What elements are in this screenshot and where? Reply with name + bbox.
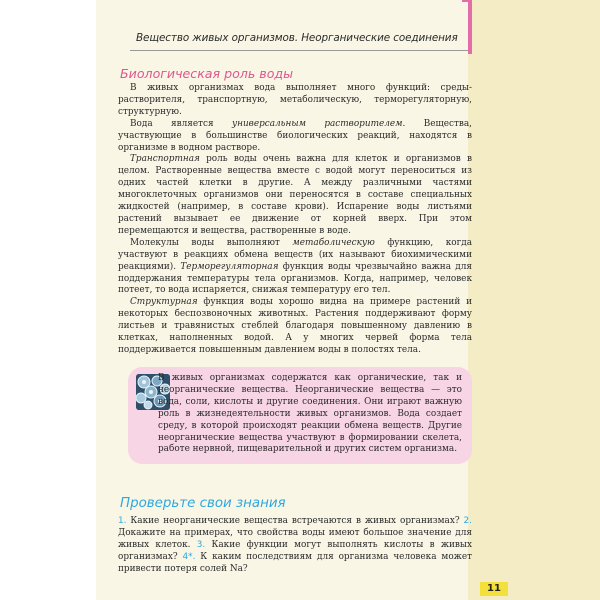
check-title: Проверьте свои знания — [120, 496, 286, 511]
section-body — [118, 83, 472, 357]
question-number: 3. — [196, 539, 206, 550]
paragraph: Вода является универсальным растворителем. Вещества, участвующие в большинстве биологических реакций, находятся в организме в водном растворе. — [118, 118, 472, 153]
question-number: 1. — [118, 516, 127, 526]
header-accent-tick — [462, 0, 472, 2]
header-accent-bar — [468, 0, 472, 54]
page-margin-strip — [468, 0, 600, 600]
running-header: Вещество живых организмов. Неорганические соединения — [136, 32, 458, 44]
question-number: 2. — [463, 516, 472, 526]
question-text: К каким последствиям для организма человека может привести потеря солей Na? — [118, 551, 472, 574]
paragraph: Транспортная роль воды очень важна для клеток и организмов в целом. Растворенные вещества вместе с водой могут переноситься из одних частей клетки в другие. А между различными частями многоклеточных организмов они переносятся в составе специальных жидкостей (например, в составе крови). Испарение воды листьями растений вызывает ее движение от корней вверх. При этом перемещаются и вещества, растворенные в воде. — [118, 154, 472, 236]
paragraph: В живых организмах вода выполняет много функций: среды-растворителя, транспортную, метаболическую, терморегуляторную, структурную. — [118, 83, 472, 117]
paragraph: Структурная функция воды хорошо видна на примере растений и некоторых беспозвоночных животных. Растения поддерживают форму листьев и травянистых стеблей благодаря повышенному давлению в клетках, наполненных водой. А у многих червей форма тела поддерживается повышенным давлением воды в полостях тела. — [118, 297, 472, 355]
section-title: Биологическая роль воды — [120, 66, 294, 81]
paragraph: Молекулы воды выполняют метаболическую функцию, когда участвуют в реакциях обмена веществ (их называют биохимическими реакциями). Терморегуляторная функция воды чрезвычайно важна для поддержания температуры тела организмов. Когда, например, человек потеет, то вода испаряется, снижая температуру его тел. — [118, 237, 472, 296]
question-text: Докажите на примерах, что свойства воды имеют большое значение для живых клеток. — [118, 527, 472, 550]
question-text: Какие неорганические вещества встречаются в живых организмах? — [126, 516, 464, 526]
summary-text: В живых организмах содержатся как органические, так и неорганические вещества. Неорганические вещества — это вода, соли, кислоты и другие соединения. Они играют важную роль в жизнедеятельности живых организмов. Вода создает среду, в которой происходят реакции обмена веществ. Другие неорганические вещества участвуют в формировании скелета, работе нервной, пищеварительной и других систем организма. — [158, 373, 462, 455]
header-divider — [130, 50, 468, 51]
question-number: 4*. — [182, 551, 196, 562]
page-number: 11 — [480, 582, 508, 596]
question-list — [118, 516, 472, 576]
question-text: Какие функции могут выполнять кислоты в живых организмах? — [118, 539, 472, 562]
